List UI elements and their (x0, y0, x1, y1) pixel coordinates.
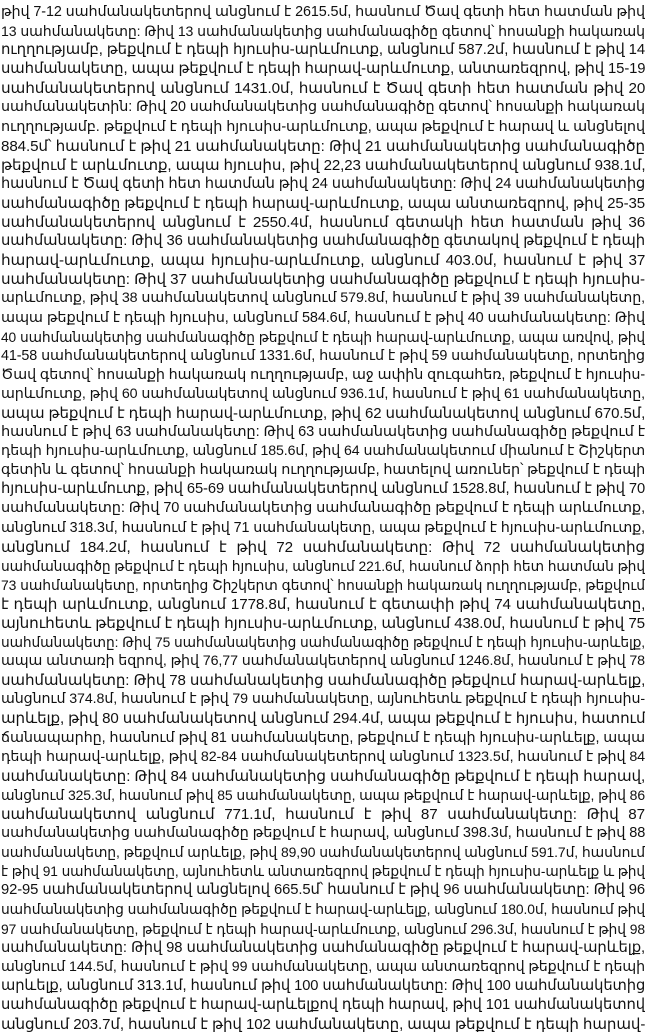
text-line: անցնում 184.2մ, հասնում է թիվ 72 սահմանակետը: Թիվ 72 սահմանակետից (1, 538, 645, 556)
text-line: 40 սահմանակետից սահմանագիծը թեքվում է դեպի հարավ-արևմուտք, ապա առվով, թիվ (1, 329, 645, 345)
text-line: ապա թեքվում է դեպի հյուսիս, անցնում 584.6մ, հասնում է թիվ 40 սահմանակետը: Թիվ (1, 309, 645, 326)
text-line: թեքվում է արևմուտք, ապա հյուսիս, թիվ 22,23 սահմանակետերով անցնում 938.1մ, (1, 156, 645, 174)
text-line: սահմանակետերով անցնում է 2550.4մ, հասնում գետակի հետ հատման թիվ 36 (1, 214, 645, 232)
text-line: այնուհետև թեքվում է դեպի հյուսիս-արևմուտք, անցնում 438.0մ, հասնում է թիվ 75 (1, 615, 645, 632)
text-line: է դեպի արևմուտք, անցնում 1778.8մ, հասնում է գետափի թիվ 74 սահմանակետը, (1, 595, 645, 613)
text-line: ուղղությամբ. թեքվում է դեպի հյուսիս-արևմուտք, ապա թեքվում է հարավ և անցնելով (1, 118, 645, 135)
text-line: սահմանակետերով անցնում 1431.0մ, հասնում է Ծավ գետի հետ հատման թիվ 20 (1, 80, 645, 98)
text-line: դեպի հյուսիս-արևմուտք, անցնում 185.6մ, թիվ 64 սահմանակետում միանում է Շիշկերտ (1, 443, 645, 460)
text-line: թիվ 7-12 սահմանակետերով անցնում է 2615.5մ, հասնում Ծավ գետի հետ հատման թիվ (1, 4, 645, 20)
text-line: արևելք, անցնում 313.1մ, հասնում թիվ 100 սահմանակետը: Թիվ 100 սահմանակետից (1, 977, 645, 994)
text-line: սահմանակետը, թեքվում արևելք, թիվ 89,90 սահմանակետերով անցնում 591.7մ, հասնում (1, 844, 645, 861)
text-line: ուղղությամբ, թեքվում է դեպի հյուսիս-արևմուտք, անցնում 587.2մ, հասնում է թիվ 14 (1, 42, 645, 59)
text-line: սահմանակետը: Թիվ 70 սահմանակետից սահմանագիծը թեքվում է դեպի արևմուտք, (1, 500, 645, 517)
text-line: հասնում է Ծավ գետի հետ հատման թիվ 24 սահմանակետը: Թիվ 24 սահմանակետից (1, 175, 645, 192)
text-line: սահմանակետը: Թիվ 36 սահմանակետից սահմանագիծը գետակով թեքվում է դեպի (1, 233, 645, 250)
text-line: սահմանակետը: Թիվ 37 սահմանակետից սահմանագիծը թեքվում է դեպի հյուսիս- (1, 271, 645, 289)
text-line: Ծավ գետով՝ հոսանքի հակառակ ուղղությամբ, աջ ափին զուգահեռ, թեքվում է հյուսիս- (1, 366, 645, 383)
text-line: սահմանակետին: Թիվ 20 սահմանակետից սահմանագիծը գետով՝ հոսանքի հակառակ (1, 99, 645, 116)
text-line: սահմանագիծը թեքվում է հարավ-արևելքով դեպի հարավ, թիվ 101 սահմանակետով (1, 996, 645, 1013)
text-line: անցնում 325.3մ, հասնում թիվ 85 սահմանակետը, ապա թեքվում է հարավ-արևելք, թիվ 86 (1, 786, 645, 803)
text-line: 97 սահմանակետը, թեքվում է դեպի հարավ-արևմուտք, անցնում 296.3մ, հասնում է թիվ 98 (1, 920, 645, 937)
text-line: սահմանակետից սահմանագիծը թեքվում է հարավ-արևելք, անցնում 180.0մ, հասնում թիվ (1, 901, 645, 918)
text-line: հասնում է թիվ 63 սահմանակետը: Թիվ 63 սահմանակետից սահմանագիծը թեքվում է (1, 424, 645, 441)
text-line: սահմանակետը: Թիվ 75 սահմանակետից սահմանագիծը թեքվում է դեպի հյուսիս-արևելք, (1, 635, 645, 651)
text-line: սահմանագիծը թեքվում է դեպի հյուսիս, անցնում 221.6մ, հասնում ձորի հետ հատման թիվ (1, 557, 645, 574)
text-line: հարավ-արևմուտք, ապա հյուսիս-արևմուտք, անցնում 403.0մ, հասնում է թիվ 37 (1, 252, 645, 270)
text-line: արևմուտք, թիվ 38 սահմանակետով անցնում 579.8մ, հասնում է թիվ 39 սահմանակետը, (1, 290, 645, 307)
boundary-description-text (1, 3, 646, 1034)
text-line: սահմանակետը: Թիվ 98 սահմանակետից սահմանագիծը թեքվում է հարավ-արևելք, (1, 939, 645, 956)
text-line: ապա թեքվում է դեպի հարավ-արևմուտք, թիվ 62 սահմանակետով անցնում 670.5մ, (1, 404, 645, 422)
text-line: 73 սահմանակետը, որտեղից Շիշկերտ գետով՝ հոսանքի հակառակ ուղղությամբ, թեքվում (1, 576, 645, 593)
text-line: ճանապարհը, հասնում թիվ 81 սահմանակետը, թեքվում է դեպի հյուսիս-արևելք, ապա (1, 729, 645, 746)
text-line: սահմանակետով անցնում 771.1մ, հասնում է թիվ 87 սահմանակետը: Թիվ 87 (1, 805, 645, 823)
text-line: անցնում 203.7մ, հասնում է թիվ 102 սահմանակետը, ապա թեքվում է դեպի հարավ- (1, 1015, 645, 1033)
text-line: 13 սահմանակետը: Թիվ 13 սահմանակետից սահմանագիծը գետով՝ հոսանքի հակառակ (1, 23, 645, 40)
text-line: 92-95 սահմանակետերով անցնելով 665.5մ՝ հասնում է թիվ 96 սահմանակետը: Թիվ 96 (1, 882, 645, 899)
text-line: սահմանակետը: Թիվ 84 սահմանակետից սահմանագիծը թեքվում է դեպի հարավ, (1, 767, 645, 785)
text-line: հյուսիս-արևմուտք, թիվ 65-69 սահմանակետերով անցնում 1528.8մ, հասնում է թիվ 70 (1, 481, 645, 498)
text-line: է թիվ 91 սահմանակետը, այնուհետև անտառեզրով թեքվում է դեպի հյուսիս-արևելք և թիվ (1, 864, 645, 880)
text-line: արևմուտք, թիվ 60 սահմանակետով անցնում 936.1մ, հասնում է թիվ 61 սահմանակետը, (1, 385, 645, 402)
text-line: սահմանագիծը թեքվում է դեպի հարավ-արևմուտք, ապա անտառեզրով, թիվ 25-35 (1, 194, 645, 212)
text-line: ապա անտառի եզրով, թիվ 76,77 սահմանակետերով անցնում 1246.8մ, հասնում է թիվ 78 (1, 653, 645, 670)
text-line: 41-58 սահմանակետերով անցնում 1331.6մ, հասնում է թիվ 59 սահմանակետը, որտեղից (1, 347, 645, 364)
text-line: 884.5մ՝ հասնում է թիվ 21 սահմանակետը: Թիվ 21 սահմանակետից սահմանագիծը (1, 137, 645, 155)
text-line: գետին և գետով՝ հոսանքի հակառակ ուղղությամբ, հատելով առուներ՝ թեքվում է դեպի (1, 462, 645, 479)
text-line: արևելք, թիվ 80 սահմանակետով անցնում 294.4մ, ապա թեքվում է հյուսիս, հատում (1, 710, 645, 728)
text-line: անցնում 318.3մ, հասնում է թիվ 71 սահմանակետը, ապա թեքվում է հյուսիս-արևմուտք, (1, 519, 645, 536)
text-line: սահմանակետը, ապա թեքվում է դեպի հարավ-արևմուտք, անտառեզրով, թիվ 15-19 (1, 61, 645, 78)
text-line: սահմանակետը: Թիվ 78 սահմանակետից սահմանագիծը թեքվում հարավ-արևելք, (1, 672, 645, 690)
text-line: սահմանակետից սահմանագիծը թեքվում է հարավ, անցնում 398.3մ, հասնում է թիվ 88 (1, 825, 645, 842)
text-line: անցնում 144.5մ, հասնում է թիվ 99 սահմանակետը, ապա անտառեզրով թեքվում է դեպի (1, 958, 645, 975)
text-line: դեպի հարավ-արևելք, թիվ 82-84 սահմանակետերով անցնում 1323.5մ, հասնում է թիվ 84 (1, 748, 645, 765)
text-line: անցնում 374.8մ, հասնում է թիվ 79 սահմանակետը, այնուհետև թեքվում է դեպի հյուսիս- (1, 691, 645, 708)
